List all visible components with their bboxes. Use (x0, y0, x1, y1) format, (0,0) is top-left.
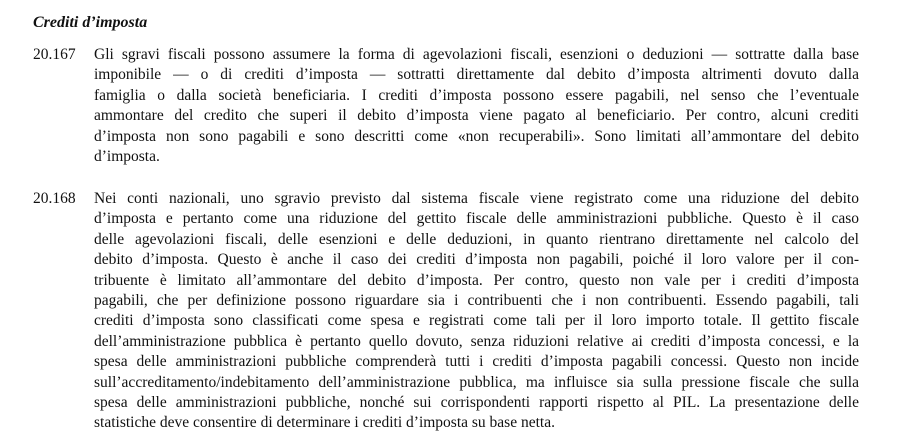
paragraph-text (94, 189, 859, 434)
text-line: tribuente è limitato all’ammontare del debito d’imposta. Per contro, questo non vale per i crediti d’imposta (94, 271, 859, 289)
text-line: Nei conti nazionali, uno sgravio previsto dal sistema fiscale viene registrato come una riduzione del debito (94, 190, 859, 207)
text-line: spesa delle amministrazioni pubbliche, nonché sui corrispondenti rapporti rispetto al PIL. La presentazione delle (94, 394, 859, 412)
text-line: crediti d’imposta sono classificati come spesa e registrati come tali per il loro importo totale. Il gettito fiscale (94, 312, 859, 330)
text-line: d’imposta e pertanto come una riduzione del gettito fiscale delle amministrazioni pubbliche. Questo è il caso (94, 210, 859, 228)
text-line: debito d’imposta. Questo è anche il caso dei crediti d’imposta non pagabili, poiché il loro valore per il con- (94, 251, 859, 269)
text-line: d’imposta non sono pagabili e sono descritti come «non recuperabili». Sono limitati all’ammontare del debito (94, 127, 859, 145)
text-line: d’imposta. (94, 148, 160, 166)
section-title: Crediti d’imposta (33, 14, 148, 31)
text-line: famiglia o dalla società beneficiaria. I crediti d’imposta possono essere pagabili, nel senso che l’eventuale (94, 86, 859, 104)
paragraph-number: 20.167 (33, 46, 76, 63)
text-line: sull’accreditamento/indebitamento dell’amministrazione pubblica, ma influisce sia sulla pressione fiscale che sulla (94, 373, 859, 391)
text-line: statistiche deve consentire di determinare i crediti d’imposta su base netta. (94, 414, 555, 432)
text-line: spesa delle amministrazioni pubbliche comprenderà tutti i crediti d’imposta pagabili concessi. Questo non incide (94, 353, 859, 371)
paragraph-text (94, 45, 859, 167)
text-line: pagabili, che per definizione possono riguardare sia i contribuenti che i non contribuenti. Essendo pagabili, tali (94, 292, 859, 310)
paragraph-number: 20.168 (33, 190, 76, 207)
text-line: imponibile — o di crediti d’imposta — sottratti direttamente dal debito d’imposta altrimenti dovuto dalla (94, 66, 859, 84)
text-line: delle agevolazioni fiscali, delle esenzioni e delle deduzioni, in quanto rientrano direttamente nel calcolo del (94, 230, 859, 248)
text-line: ammontare del credito che superi il debito d’imposta viene pagato al beneficiario. Per contro, alcuni crediti (94, 107, 859, 125)
text-line: dell’amministrazione pubblica è pertanto quello dovuto, senza riduzioni relative ai crediti d’imposta concessi, e la (94, 332, 859, 350)
text-line: Gli sgravi fiscali possono assumere la forma di agevolazioni fiscali, esenzioni o deduzioni — sottratte dalla base (94, 46, 859, 63)
